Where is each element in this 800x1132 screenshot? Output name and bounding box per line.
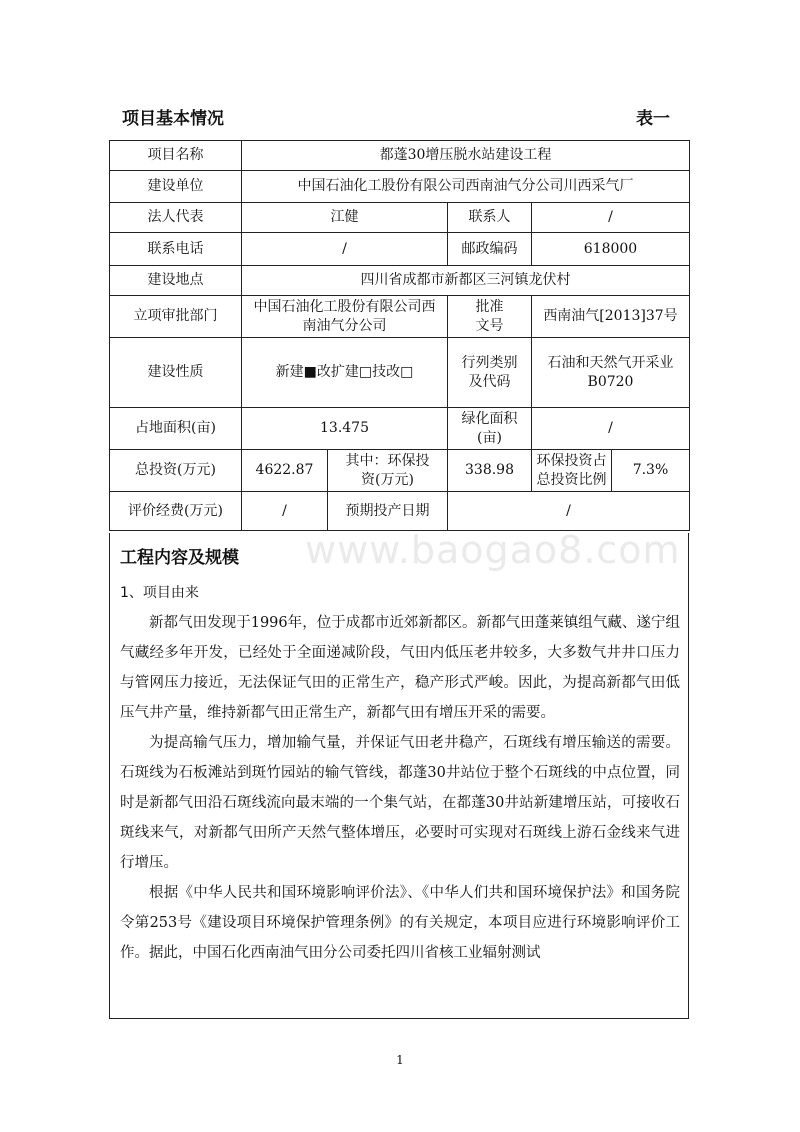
legal-rep-label: 法人代表 bbox=[110, 203, 242, 233]
env-investment-label: 其中：环保投资(万元) bbox=[328, 450, 448, 492]
subsection-title: 1、项目由来 bbox=[120, 585, 199, 601]
approval-dept-label: 立项审批部门 bbox=[110, 296, 242, 338]
phone-value: / bbox=[242, 233, 448, 266]
project-name-value: 都蓬30增压脱水站建设工程 bbox=[242, 141, 690, 171]
contact-value: / bbox=[532, 203, 690, 233]
paragraph-legal: 根据《中华人民共和国环境影响评价法》、《中华人们共和国环境保护法》和国务院令第253号《建设项目环境保护管理条例》的有关规定，本项目应进行环境影响评价工作。据此，中国石化西南油气田分公司委托四川省核工业辐射测试 bbox=[120, 885, 680, 961]
env-investment-value: 338.98 bbox=[448, 450, 532, 492]
green-area-label: 绿化面积(亩) bbox=[448, 408, 532, 450]
page-number: 1 bbox=[396, 1053, 404, 1067]
paragraph-pipeline: 为提高输气压力，增加输气量，并保证气田老井稳产，石斑线有增压输送的需要。石斑线为石板滩站到斑竹园站的输气管线，都蓬30井站位于整个石斑线的中点位置，同时是新都气田沿石斑线流向最末端的一个集气站，在都蓬30井站新建增压站，可接收石斑线来气，对新都气田所产天然气整体增压，必要时可实现对石斑线上游石金线来气进行增压。 bbox=[120, 735, 680, 871]
green-area-value: / bbox=[532, 408, 690, 450]
table-number: 表一 bbox=[636, 109, 670, 129]
legal-rep-value: 江健 bbox=[242, 203, 448, 233]
paragraph-origin: 新都气田发现于1996年，位于成都市近郊新都区。新都气田蓬莱镇组气藏、遂宁组气藏经多年开发，已经处于全面递减阶段，气田内低压老井较多，大多数气井井口压力与管网压力接近，无法保证气田的正常生产，稳产形式严峻。因此，为提高新都气田低压气井产量，维持新都气田正常生产，新都气田有增压开采的需要。 bbox=[120, 615, 680, 721]
postcode-value: 618000 bbox=[532, 233, 690, 266]
env-ratio-label: 环保投资占总投资比例 bbox=[532, 450, 612, 492]
eval-cost-label: 评价经费(万元) bbox=[110, 492, 242, 531]
builder-label: 建设单位 bbox=[110, 171, 242, 203]
area-value: 13.475 bbox=[242, 408, 448, 450]
approval-no-value: 西南油气[2013]37号 bbox=[532, 296, 690, 338]
production-date-label: 预期投产日期 bbox=[328, 492, 448, 531]
project-name-label: 项目名称 bbox=[110, 141, 242, 171]
phone-label: 联系电话 bbox=[110, 233, 242, 266]
area-label: 占地面积(亩) bbox=[110, 408, 242, 450]
location-label: 建设地点 bbox=[110, 266, 242, 296]
builder-value: 中国石油化工股份有限公司西南油气分公司川西采气厂 bbox=[242, 171, 690, 203]
section-heading: 项目基本情况 bbox=[122, 109, 224, 129]
content-section bbox=[109, 533, 689, 1019]
nature-label: 建设性质 bbox=[110, 338, 242, 408]
investment-label: 总投资(万元) bbox=[110, 450, 242, 492]
investment-value: 4622.87 bbox=[242, 450, 328, 492]
postcode-label: 邮政编码 bbox=[448, 233, 532, 266]
industry-label: 行列类别及代码 bbox=[448, 338, 532, 408]
eval-cost-value: / bbox=[242, 492, 328, 531]
content-title: 工程内容及规模 bbox=[120, 548, 239, 568]
env-ratio-value: 7.3% bbox=[612, 450, 690, 492]
watermark: www.baogao8.com bbox=[305, 528, 681, 572]
production-date-value: / bbox=[448, 492, 690, 531]
nature-value: 新建■改扩建□技改□ bbox=[242, 338, 448, 408]
location-value: 四川省成都市新都区三河镇龙伏村 bbox=[242, 266, 690, 296]
industry-value: 石油和天然气开采业B0720 bbox=[532, 338, 690, 408]
approval-no-label: 批准文号 bbox=[448, 296, 532, 338]
project-info-table bbox=[109, 140, 690, 531]
contact-label: 联系人 bbox=[448, 203, 532, 233]
approval-dept-value: 中国石油化工股份有限公司西南油气分公司 bbox=[242, 296, 448, 338]
